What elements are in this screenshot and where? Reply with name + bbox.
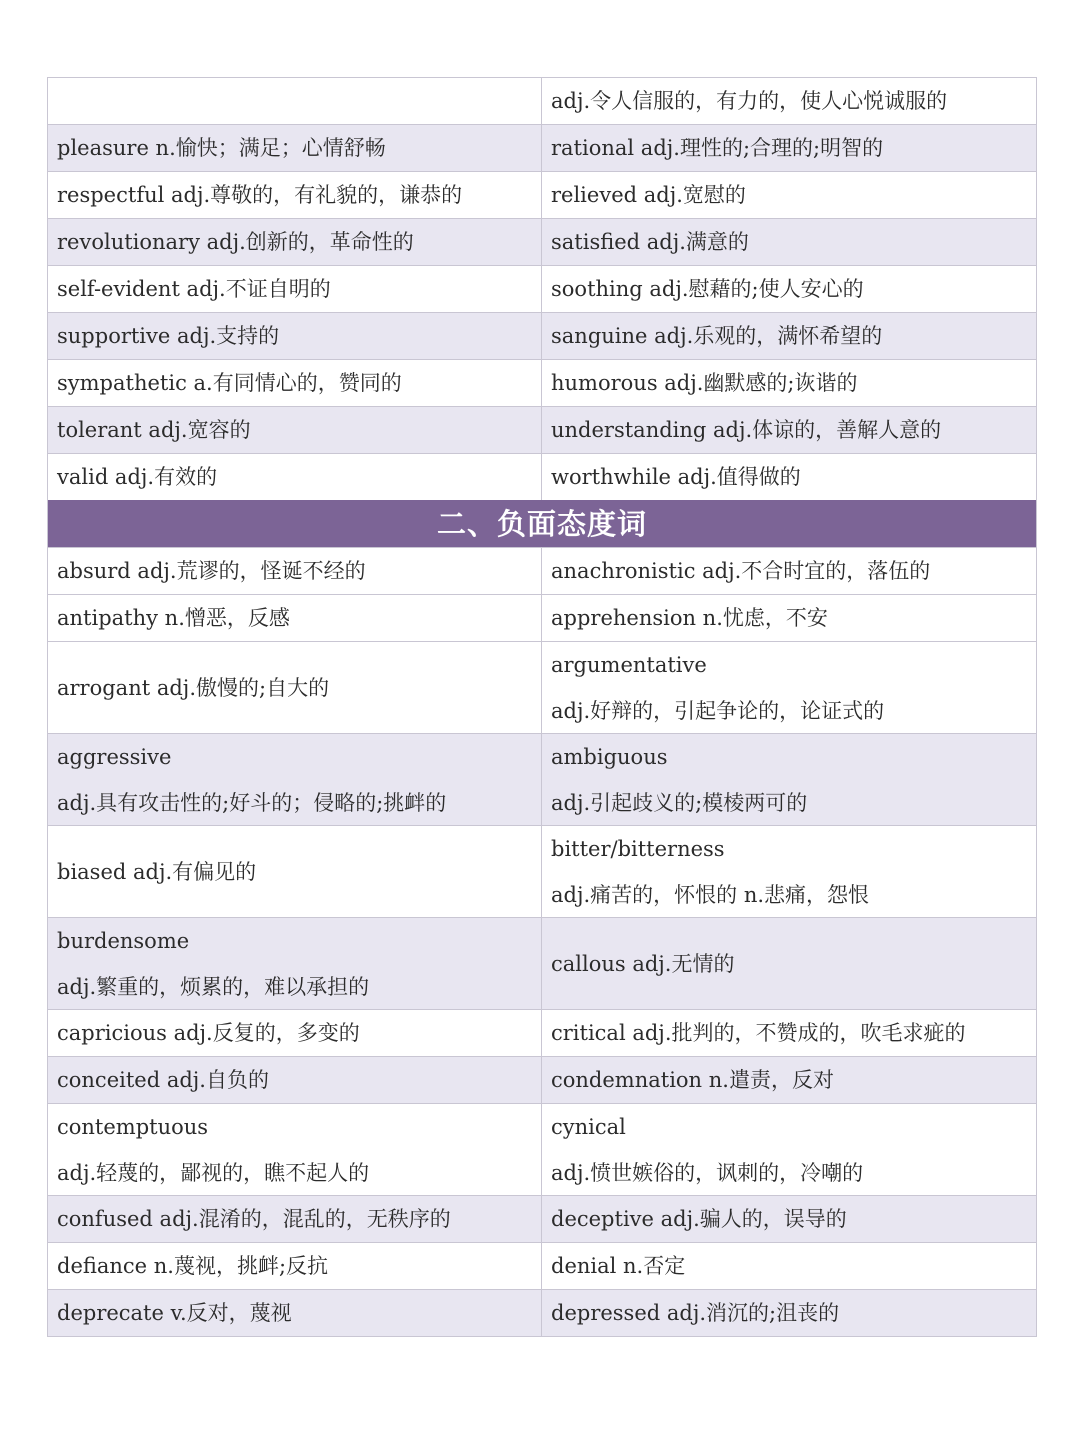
right-cell (541, 734, 1035, 825)
vocab-entry-text: rational adj.理性的;合理的;明智的 (551, 136, 884, 160)
vocab-entry-text: sympathetic a.有同情心的，赞同的 (57, 371, 402, 395)
vocab-entry-text: depressed adj.消沉的;沮丧的 (551, 1301, 840, 1325)
left-cell (48, 734, 541, 825)
left-cell (48, 1104, 541, 1195)
vocab-entry-text: adj.愤世嫉俗的，讽刺的，冷嘲的 (551, 1160, 864, 1185)
vocab-entry-text: critical adj.批判的，不赞成的，吹毛求疵的 (551, 1021, 966, 1045)
table-row (48, 359, 1036, 406)
left-cell (48, 360, 541, 406)
vocab-entry-text: callous adj.无情的 (551, 951, 735, 976)
right-cell (541, 1243, 1035, 1289)
right-cell (541, 313, 1035, 359)
table-row (48, 1242, 1036, 1289)
vocab-entry-text: supportive adj.支持的 (57, 324, 280, 348)
vocab-entry-text: adj.引起歧义的;模棱两可的 (551, 790, 808, 815)
right-cell (541, 595, 1035, 641)
vocab-entry-text: adj.轻蔑的，鄙视的，瞧不起人的 (57, 1160, 370, 1185)
right-cell (541, 360, 1035, 406)
left-cell (48, 918, 541, 1009)
left-cell (48, 78, 541, 124)
vocab-entry-text: respectful adj.尊敬的，有礼貌的，谦恭的 (57, 183, 463, 207)
vocab-entry-text: deprecate v.反对，蔑视 (57, 1301, 292, 1325)
left-cell (48, 172, 541, 218)
left-cell (48, 1243, 541, 1289)
left-cell (48, 1010, 541, 1056)
table-row (48, 312, 1036, 359)
table-row (48, 1009, 1036, 1056)
table-row (48, 218, 1036, 265)
left-cell (48, 313, 541, 359)
right-cell (541, 1010, 1035, 1056)
table-row (48, 1103, 1036, 1195)
vocab-entry-text: worthwhile adj.值得做的 (551, 465, 801, 489)
vocab-entry-text: satisfied adj.满意的 (551, 230, 749, 254)
vocab-entry-text: pleasure n.愉快；满足；心情舒畅 (57, 136, 386, 160)
section-header: 二、负面态度词 (48, 500, 1036, 547)
right-cell (541, 1057, 1035, 1103)
right-cell (541, 918, 1035, 1009)
left-cell (48, 454, 541, 500)
left-cell (48, 266, 541, 312)
table-row (48, 1195, 1036, 1242)
table-row (48, 917, 1036, 1009)
vocab-entry-text: valid adj.有效的 (57, 465, 218, 489)
vocab-entry-text: adj.痛苦的，怀恨的 n.悲痛，怨恨 (551, 882, 870, 907)
vocab-entry-text: sanguine adj.乐观的，满怀希望的 (551, 324, 883, 348)
vocab-entry-text: argumentative (551, 652, 707, 677)
vocab-entry-text: denial n.否定 (551, 1254, 686, 1278)
vocabulary-table (47, 77, 1037, 1337)
positive-words-rows (48, 77, 1036, 500)
table-row (48, 124, 1036, 171)
table-row (48, 1289, 1036, 1336)
right-cell (541, 266, 1035, 312)
vocab-entry-text: condemnation n.遣责，反对 (551, 1068, 834, 1092)
table-row (48, 733, 1036, 825)
right-cell (541, 172, 1035, 218)
table-row (48, 77, 1036, 124)
vocab-entry-text: adj.具有攻击性的;好斗的；侵略的;挑衅的 (57, 790, 447, 815)
vocab-entry-text: adj.令人信服的，有力的，使人心悦诚服的 (551, 89, 948, 113)
table-row (48, 453, 1036, 500)
vocab-entry-text: self-evident adj.不证自明的 (57, 277, 331, 301)
right-cell (541, 454, 1035, 500)
table-row (48, 1056, 1036, 1103)
left-cell (48, 826, 541, 917)
left-cell (48, 125, 541, 171)
vocab-entry-text (57, 78, 532, 124)
vocab-entry-text: burdensome (57, 928, 190, 953)
vocab-entry-text: adj.好辩的，引起争论的，论证式的 (551, 698, 885, 723)
table-row (48, 641, 1036, 733)
vocab-entry-text: humorous adj.幽默感的;诙谐的 (551, 371, 858, 395)
right-cell (541, 1104, 1035, 1195)
table-row (48, 265, 1036, 312)
left-cell (48, 1290, 541, 1336)
vocab-entry-text: apprehension n.忧虑，不安 (551, 606, 828, 630)
vocab-entry-text: tolerant adj.宽容的 (57, 418, 251, 442)
negative-words-rows (48, 547, 1036, 1336)
vocab-entry-text: antipathy n.憎恶，反感 (57, 606, 290, 630)
vocab-entry-text: aggressive (57, 744, 172, 769)
vocab-entry-text: confused adj.混淆的，混乱的，无秩序的 (57, 1207, 451, 1231)
left-cell (48, 1057, 541, 1103)
vocab-entry-text: ambiguous (551, 744, 668, 769)
vocab-entry-text: deceptive adj.骗人的，误导的 (551, 1207, 847, 1231)
right-cell (541, 1290, 1035, 1336)
left-cell (48, 548, 541, 594)
vocab-entry-text: cynical (551, 1114, 626, 1139)
left-cell (48, 595, 541, 641)
vocab-entry-text: adj.繁重的，烦累的，难以承担的 (57, 974, 370, 999)
right-cell (541, 78, 1035, 124)
vocab-entry-text: arrogant adj.傲慢的;自大的 (57, 675, 330, 700)
vocab-entry-text: absurd adj.荒谬的，怪诞不经的 (57, 559, 366, 583)
table-row (48, 406, 1036, 453)
vocab-entry-text: soothing adj.慰藉的;使人安心的 (551, 277, 864, 301)
vocab-entry-text: contemptuous (57, 1114, 209, 1139)
vocab-entry-text: conceited adj.自负的 (57, 1068, 269, 1092)
right-cell (541, 125, 1035, 171)
vocab-entry-text: capricious adj.反复的，多变的 (57, 1021, 360, 1045)
left-cell (48, 219, 541, 265)
vocab-entry-text: understanding adj.体谅的，善解人意的 (551, 418, 942, 442)
right-cell (541, 1196, 1035, 1242)
table-row (48, 547, 1036, 594)
right-cell (541, 642, 1035, 733)
left-cell (48, 642, 541, 733)
table-row (48, 825, 1036, 917)
right-cell (541, 407, 1035, 453)
vocab-entry-text: defiance n.蔑视，挑衅;反抗 (57, 1254, 329, 1278)
left-cell (48, 407, 541, 453)
vocab-entry-text: relieved adj.宽慰的 (551, 183, 746, 207)
right-cell (541, 548, 1035, 594)
right-cell (541, 219, 1035, 265)
vocab-entry-text: revolutionary adj.创新的，革命性的 (57, 230, 414, 254)
vocab-entry-text: biased adj.有偏见的 (57, 859, 257, 884)
table-row (48, 171, 1036, 218)
vocab-entry-text: bitter/bitterness (551, 836, 725, 861)
right-cell (541, 826, 1035, 917)
vocab-entry-text: anachronistic adj.不合时宜的，落伍的 (551, 559, 931, 583)
table-row (48, 594, 1036, 641)
left-cell (48, 1196, 541, 1242)
